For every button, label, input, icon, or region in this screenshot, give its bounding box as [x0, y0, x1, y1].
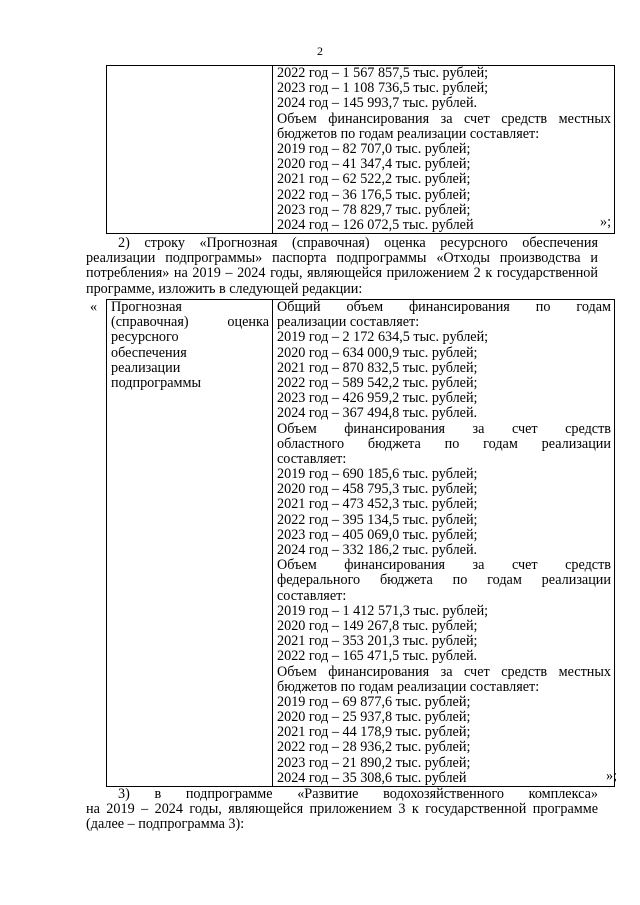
table1-line: 2024 год – 126 072,5 тыс. рублей [277, 216, 474, 233]
paragraph-2-line: программе, изложить в следующей редакции: [86, 280, 363, 297]
table2-line: бюджетов по годам реализации составляет: [277, 678, 540, 695]
table2-left-line: ресурсного [111, 329, 179, 346]
table2-line: 2019 год – 690 185,6 тыс. рублей; [277, 466, 478, 483]
table2-line: составляет: [277, 450, 347, 467]
table2-left-cell [107, 300, 273, 787]
table2-line: Общий объем финансирования по годам [277, 299, 611, 315]
table1-line: Объем финансирования за счет средств местных [277, 110, 611, 127]
table2-line: 2022 год – 28 936,2 тыс. рублей; [277, 739, 471, 756]
table2-line: 2021 год – 44 178,9 тыс. рублей; [277, 724, 471, 741]
paragraph-2-line: реализации подпрограммы» паспорта подпрограммы «Отходы производства и [86, 250, 598, 267]
table2-line: 2024 год – 35 308,6 тыс. рублей [277, 769, 467, 786]
paragraph-3-line: на 2019 – 2024 годы, являющейся приложением 3 к государственной программе [86, 801, 598, 818]
table2-line: 2024 год – 367 494,8 тыс. рублей. [277, 405, 478, 422]
table1-line: 2019 год – 82 707,0 тыс. рублей; [277, 140, 471, 157]
table1-line: 2020 год – 41 347,4 тыс. рублей; [277, 156, 471, 173]
table2-line: реализации составляет: [277, 314, 420, 331]
table2-left-line: (справочная) оценка [111, 314, 269, 331]
table2-right-cell [273, 299, 618, 787]
table2-left-line: Прогнозная [111, 299, 182, 315]
paragraph-3 [86, 787, 598, 833]
table1-line: 2022 год – 36 176,5 тыс. рублей; [277, 186, 471, 203]
paragraph-2-text: 2) строку «Прогнозная (справочная) оценка ресурсного обеспечения [118, 235, 598, 251]
table2-line: 2023 год – 426 959,2 тыс. рублей; [277, 390, 478, 407]
table2-line: составляет: [277, 587, 347, 604]
paragraph-3-line: 3) в подпрограмме «Развитие водохозяйственного комплекса» [118, 786, 598, 802]
table2-line: 2021 год – 353 201,3 тыс. рублей; [277, 633, 478, 650]
table2-line: 2019 год – 2 172 634,5 тыс. рублей; [277, 329, 489, 346]
table2-line: 2022 год – 165 471,5 тыс. рублей. [277, 648, 478, 665]
paragraph-2 [86, 236, 598, 297]
table1-close-quote: »; [600, 214, 612, 230]
table2-line: 2024 год – 332 186,2 тыс. рублей. [277, 542, 478, 558]
table2-line: 2022 год – 395 134,5 тыс. рублей; [277, 511, 478, 528]
table2-line: 2019 год – 69 877,6 тыс. рублей; [277, 693, 471, 710]
table1-right-cell [273, 66, 615, 234]
table2-line: Объем финансирования за счет средств [277, 420, 611, 437]
table2-line: федерального бюджета по годам реализации [277, 572, 611, 589]
table2-open-quote: « [90, 299, 98, 315]
table2-line: областного бюджета по годам реализации [277, 435, 611, 452]
table1-line: 2024 год – 145 993,7 тыс. рублей. [277, 95, 478, 112]
table1-line: 2023 год – 1 108 736,5 тыс. рублей; [277, 80, 489, 97]
table2-line: 2020 год – 458 795,3 тыс. рублей; [277, 481, 478, 498]
table1-line: бюджетов по годам реализации составляет: [277, 125, 540, 142]
table2-line: 2020 год – 149 267,8 тыс. рублей; [277, 617, 478, 634]
table2-line: 2023 год – 21 890,2 тыс. рублей; [277, 754, 471, 771]
financing-table-continuation [106, 65, 615, 234]
table1-left-cell [107, 66, 273, 234]
table2-line: 2021 год – 473 452,3 тыс. рублей; [277, 496, 478, 513]
table2-line: 2021 год – 870 832,5 тыс. рублей; [277, 359, 478, 376]
table2-line: 2019 год – 1 412 571,3 тыс. рублей; [277, 602, 489, 619]
page-number: 2 [317, 44, 323, 58]
table2-line: Объем финансирования за счет средств [277, 557, 611, 574]
paragraph-3-line: (далее – подпрограмма 3): [86, 816, 245, 833]
table2-left-line: подпрограммы [111, 374, 201, 391]
table1-line: 2021 год – 62 522,2 тыс. рублей; [277, 171, 471, 188]
table2-line: 2020 год – 25 937,8 тыс. рублей; [277, 709, 471, 726]
table2-left-line: обеспечения [111, 344, 187, 361]
table2-line: 2023 год – 405 069,0 тыс. рублей; [277, 526, 478, 543]
table1-line: 2023 год – 78 829,7 тыс. рублей; [277, 201, 471, 218]
paragraph-2-line: потребления» на 2019 – 2024 годы, являющейся приложением 2 к государственной [86, 265, 598, 282]
table2-close-quote: »; [606, 768, 618, 784]
table1-line: 2022 год – 1 567 857,5 тыс. рублей; [277, 65, 489, 81]
financing-estimate-table [106, 299, 618, 787]
table2-line: Объем финансирования за счет средств местных [277, 663, 611, 680]
paragraph-2-line [86, 236, 598, 251]
table2-left-line: реализации [111, 359, 181, 376]
table2-line: 2020 год – 634 000,9 тыс. рублей; [277, 344, 478, 361]
table2-line: 2022 год – 589 542,2 тыс. рублей; [277, 374, 478, 391]
